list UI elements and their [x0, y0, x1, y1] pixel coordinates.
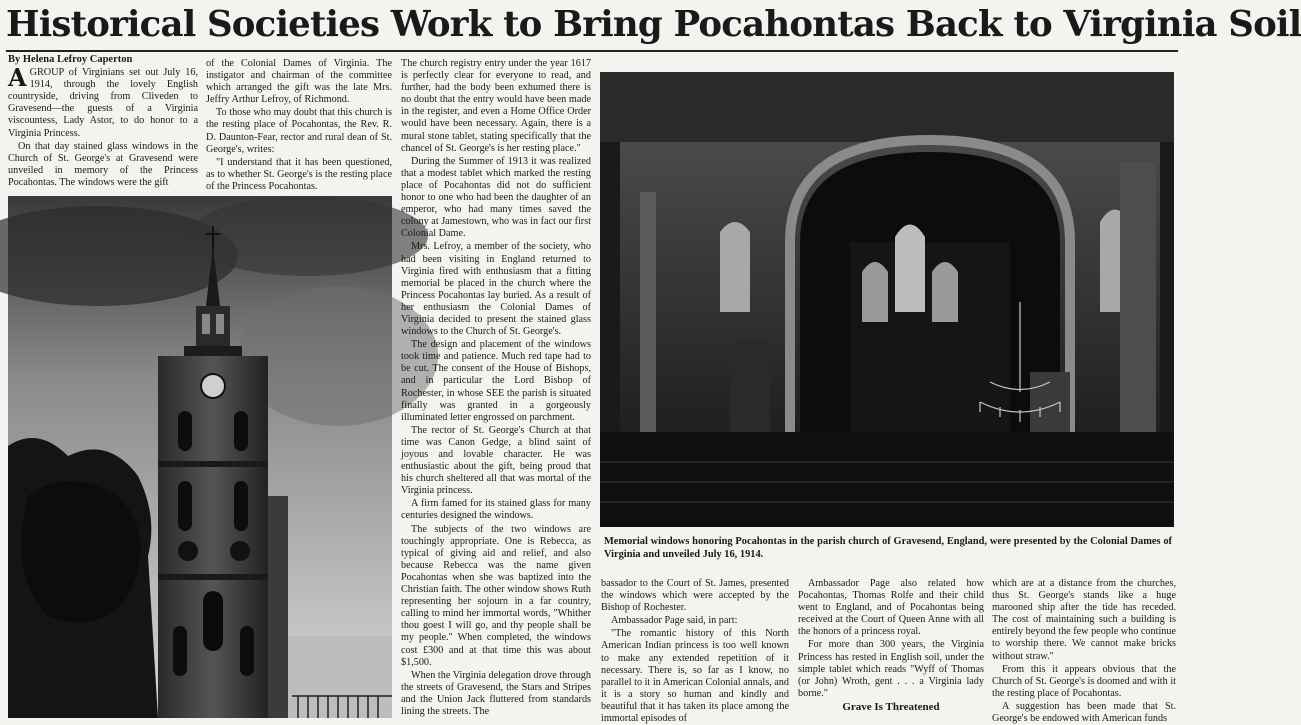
paragraph: of the Colonial Dames of Virginia. The instigator and chairman of the committee which arranged the gift was the late Mrs. Jeffry Arthur Lefroy, of Richmond. [206, 58, 392, 106]
paragraph: Ambassador Page said, in part: [611, 615, 738, 627]
paragraph: Ambassador Page also related how Pocahontas, Thomas Rolfe and their child went to England, and of Pocahontas being received at the Court of Queen Anne with all the honors of a princess royal. [798, 578, 984, 638]
photo-caption: Memorial windows honoring Pocahontas in the parish church of Gravesend, England, were presented by the Colonial Dames of Virginia and unveiled July 16, 1914. [604, 536, 1172, 560]
paragraph: "The romantic history of this North American Indian princess is too well known to make any extended repetition of it necessary. There is, so far as I know, no parallel to it in American Colonial annals, and it is a story so human and kindly and beautiful that it has taken its place among the immortal episodes of [601, 628, 789, 725]
paragraph: The church registry entry under the year 1617 is perfectly clear for everyone to read, and further, had the body been exhumed there is no doubt that the entry would have been made in the register, and even a Home Office Order would have been necessary. Again, there is a mural stone tablet, stating specifically that the chancel of St. George's is her resting place." [401, 58, 591, 154]
paragraph: The subjects of the two windows are touchingly appropriate. One is Rebecca, as typical of giving aid and relief, and also because Rebecca was the name given Pocahontas when she was baptized into the Christian faith. The other window shows Ruth representing her sojourn in a far country, calling to mind her immortal words, "Whither thou goest I will go, and thy people shall be my people." When completed, the windows cost £300 and at that time this was about $1,500. [401, 523, 591, 668]
paragraph: During the Summer of 1913 it was realized that a modest tablet which marked the resting place of Pocahontas did not do sufficient honor to one who had been the daughter of an emperor, who had many times saved the colony at Jamestown, who was in fact our first Colonial Dame. [401, 155, 591, 240]
paragraph: From this it appears obvious that the Church of St. George's is doomed and with it the resting place of Pocahontas. [992, 663, 1176, 699]
drop-cap: A [8, 63, 27, 93]
paragraph: To those who may doubt that this church is the resting place of Pocahontas, the Rev. R. D. Daunton-Fear, rector and rural dean of St. George's, writes: [206, 107, 392, 155]
paragraph: The design and placement of the windows took time and patience. Much red tape had to be cut. The consent of the House of Bishops, and in particular the Lord Bishop of Rochester, in whose SEE the parish is situated finally was granted in a gorgeously illuminated letter engrossed on parchment. [401, 339, 591, 423]
paragraph: "I understand that it has been questioned, as to whether St. George's is the resting place of the Princess Pocahontas. [206, 156, 392, 192]
article-column-4 [601, 578, 789, 725]
article-column-3 [401, 58, 591, 718]
church-interior-photo [600, 72, 1174, 527]
paragraph: The rector of St. George's Church at that time was Canon Gedge, a blind saint of joyous and lovable character. He was enthusiastic about the gift, being proud that his church sheltered all that was mortal of the Virginia princess. [401, 424, 591, 497]
article-column-6 [992, 578, 1176, 725]
paragraph: Mrs. Lefroy, a member of the society, who had been visiting in England returned to Virginia fired with enthusiasm that a fitting memorial be placed in the church where the Princess Pocahontas lay buried. As a result of her enthusiasm the Colonial Dames of Virginia decided to present the stained glass windows to the Church of St. George's. [401, 241, 591, 338]
paragraph: which are at a distance from the churches, thus St. George's stands like a huge marooned ship after the tide has receded. The cost of maintaining such a building is entirely beyond the few people who continue to worship there. We cannot make bricks without straw." [992, 578, 1176, 662]
article-column-2 [206, 58, 392, 194]
byline: By Helena Lefroy Caperton [8, 54, 133, 65]
paragraph: bassador to the Court of St. James, presented the windows which were accepted by the Bishop of Rochester. [601, 578, 789, 614]
church-interior-image [600, 72, 1174, 527]
paragraph: On that day stained glass windows in the Church of St. George's at Gravesend were unveiled in memory of the Princess Pocahontas. The windows were the gift [8, 140, 198, 188]
church-exterior-photo [8, 196, 392, 718]
paragraph: When the Virginia delegation drove through the streets of Gravesend, the Stars and Stripes and the Union Jack fluttered from standards lining the streets. The [401, 669, 591, 717]
headline-rule [6, 50, 1178, 52]
headline: Historical Societies Work to Bring Pocahontas Back to Virginia Soil [6, 4, 1301, 45]
paragraph: AGROUP of Virginians set out July 16, 1914, through the lovely English countryside, driving from Cliveden to Gravesend—the guests of a Virginia viscountess, Lady Astor, to do honor to a Virginia Princess. [8, 63, 198, 139]
paragraph: A firm famed for its stained glass for many centuries designed the windows. [401, 498, 591, 522]
paragraph: A suggestion has been made that St. George's be endowed with American funds [992, 700, 1176, 725]
section-subhead: Grave Is Threatened [842, 700, 940, 713]
article-column-1 [8, 54, 198, 194]
article-column-5 [798, 578, 984, 718]
church-tower-image [8, 196, 392, 718]
paragraph: For more than 300 years, the Virginia Princess has rested in English soil, under the simple tablet which reads "Wyff of Thomas (or John) Wroth, gent . . . a Virginia lady borne." [798, 639, 984, 699]
